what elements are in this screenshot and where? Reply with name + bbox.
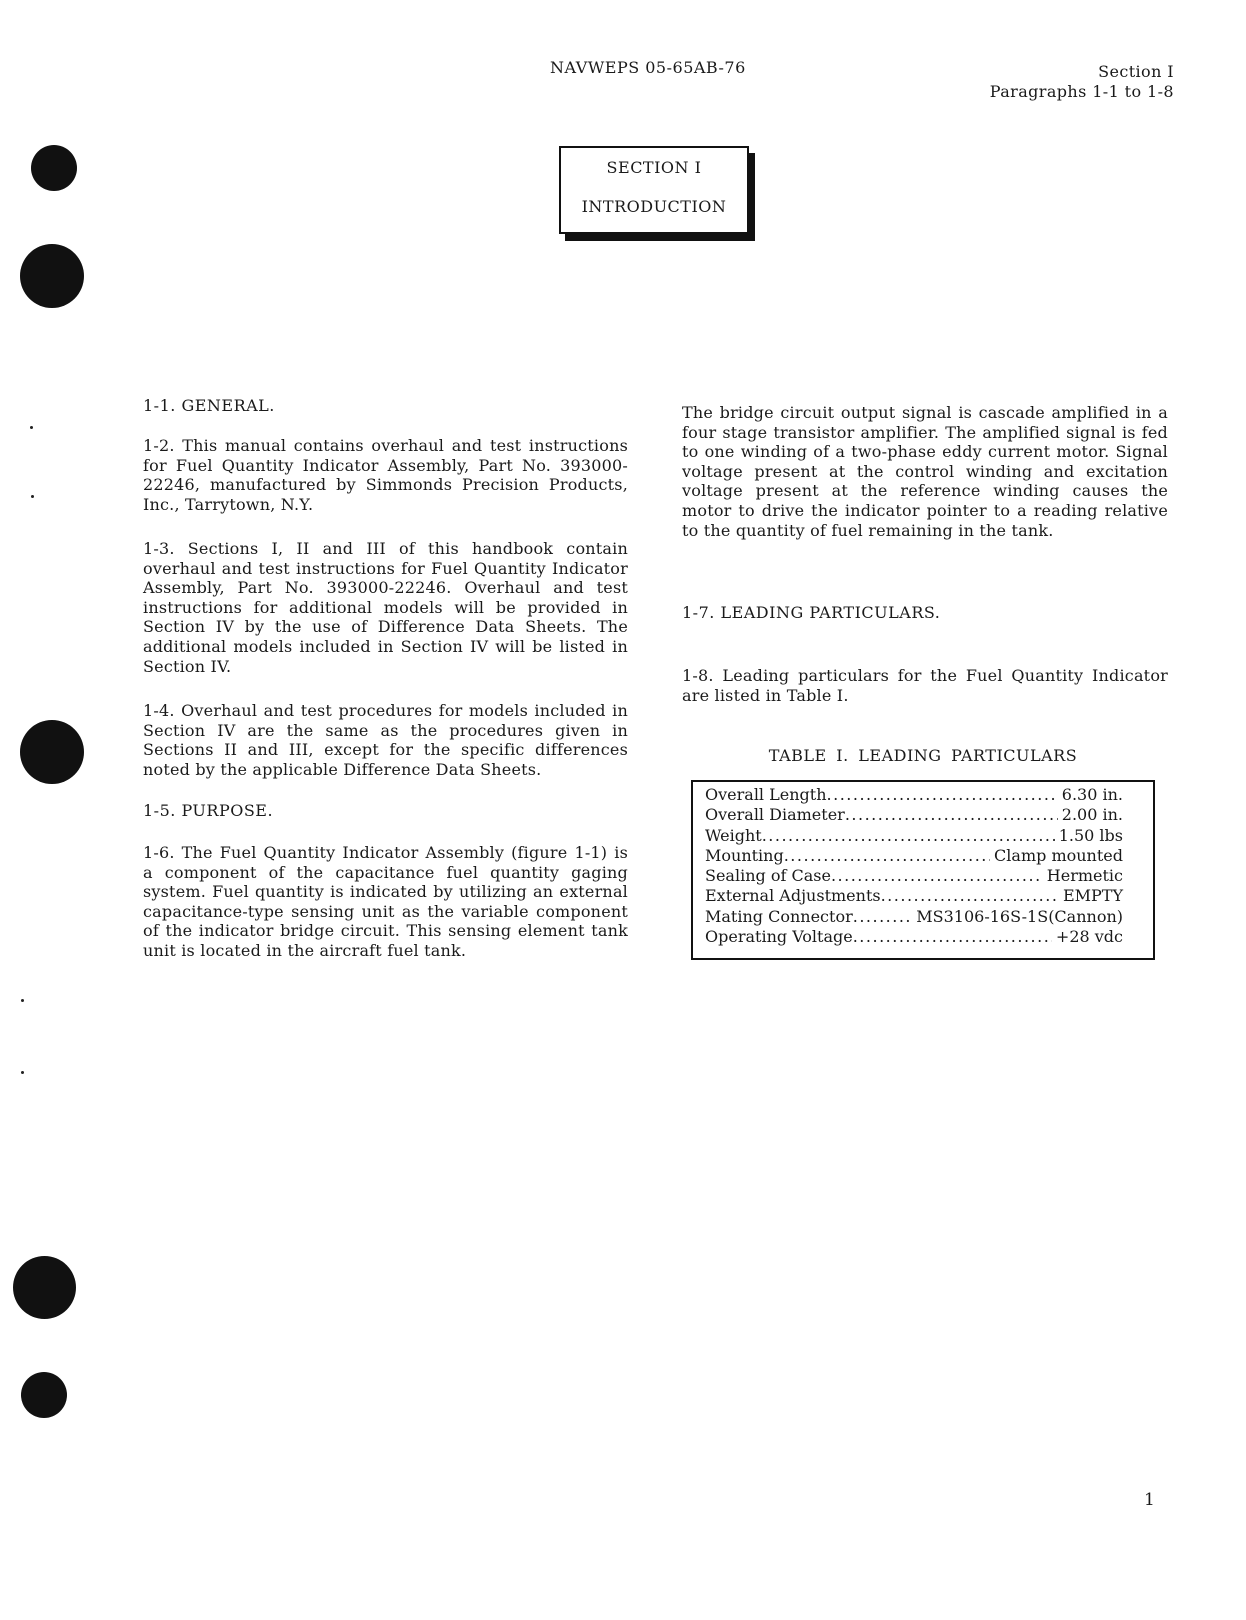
section-title: INTRODUCTION — [581, 197, 727, 216]
punch-hole — [21, 1372, 67, 1418]
heading-general: 1-1. GENERAL. — [143, 396, 275, 415]
table-row — [705, 846, 1123, 866]
paragraph-1-4: 1-4. Overhaul and test procedures for models included in Section IV are the same as the procedures given in Sections II and III, except for the specific differences noted by the applicable Difference Data Sheets. — [143, 701, 628, 779]
speck — [21, 999, 24, 1002]
speck — [21, 1071, 24, 1074]
section-number: SECTION I — [606, 158, 702, 177]
table-row — [705, 907, 1123, 927]
paragraph-1-3: 1-3. Sections I, II and III of this handbook contain overhaul and test instructions for Fuel Quantity Indicator Assembly, Part No. 393000-22246. Overhaul and test instructions for additional models will be provided in Section IV by the use of Difference Data Sheets. The additional models included in Section IV will be listed in Section IV. — [143, 539, 628, 676]
punch-hole — [20, 244, 84, 308]
table-row — [705, 785, 1123, 805]
row-label: External Adjustments — [705, 886, 881, 906]
heading-purpose: 1-5. PURPOSE. — [143, 801, 274, 820]
leading-particulars-table — [691, 780, 1155, 960]
paragraph-1-2: 1-2. This manual contains overhaul and test instructions for Fuel Quantity Indicator Assembly, Part No. 393000-22246, manufactured by Simmonds Precision Products, Inc., Tarrytown, N.Y. — [143, 436, 628, 514]
paragraph-continued: The bridge circuit output signal is cascade amplified in a four stage transistor amplifier. The amplified signal is fed to one winding of a two-phase eddy current motor. Signal voltage present at the control winding and excitation voltage present at the reference winding causes the motor to drive the indicator pointer to a reading relative to the quantity of fuel remaining in the tank. — [682, 403, 1168, 540]
leader-dots — [827, 785, 1058, 805]
speck — [31, 495, 34, 498]
section-label: Section I — [1098, 62, 1174, 81]
leader-dots — [784, 846, 990, 866]
table-row — [705, 826, 1123, 846]
paragraphs-range: Paragraphs 1-1 to 1-8 — [989, 82, 1174, 101]
heading-leading-particulars: 1-7. LEADING PARTICULARS. — [682, 603, 941, 622]
row-value: Hermetic — [1046, 866, 1123, 886]
table-row — [705, 866, 1123, 886]
row-value: 1.50 lbs — [1058, 825, 1123, 845]
table-row — [705, 805, 1123, 825]
row-label: Overall Diameter — [705, 805, 845, 825]
table-row — [705, 886, 1123, 906]
row-value: MS3106-16S-1S(Cannon) — [916, 906, 1123, 926]
paragraph-1-6: 1-6. The Fuel Quantity Indicator Assembly (figure 1-1) is a component of the capacitance fuel quantity gaging system. Fuel quantity is indicated by utilizing an external capacitance-type sensing unit as the variable component of the indicator bridge circuit. This sensing element tank unit is located in the aircraft fuel tank. — [143, 843, 628, 960]
row-label: Weight — [705, 825, 762, 845]
section-ref — [990, 62, 1174, 102]
row-label: Mating Connector — [705, 906, 853, 926]
row-label: Operating Voltage — [705, 927, 853, 947]
speck — [30, 426, 33, 429]
row-label: Sealing of Case — [705, 866, 831, 886]
row-value: 6.30 in. — [1061, 785, 1123, 804]
punch-hole — [31, 145, 77, 191]
row-value: EMPTY — [1062, 886, 1123, 906]
paragraph-1-8: 1-8. Leading particulars for the Fuel Quantity Indicator are listed in Table I. — [682, 666, 1168, 705]
page-number: 1 — [1144, 1490, 1155, 1510]
leader-dots — [762, 826, 1055, 846]
leader-dots — [845, 805, 1058, 825]
leader-dots — [831, 866, 1043, 886]
section-title-box — [559, 146, 749, 234]
leader-dots — [853, 907, 913, 927]
doc-number: NAVWEPS 05-65AB-76 — [550, 58, 746, 77]
row-value: +28 vdc — [1055, 927, 1123, 947]
leader-dots — [853, 927, 1052, 947]
row-value: Clamp mounted — [994, 845, 1123, 865]
row-label: Mounting — [705, 845, 784, 865]
punch-hole — [13, 1256, 76, 1319]
leader-dots — [881, 886, 1059, 906]
row-label: Overall Length — [705, 785, 827, 804]
row-value: 2.00 in. — [1061, 805, 1123, 825]
table-title: TABLE I. LEADING PARTICULARS — [768, 746, 1078, 765]
table-row — [705, 927, 1123, 947]
